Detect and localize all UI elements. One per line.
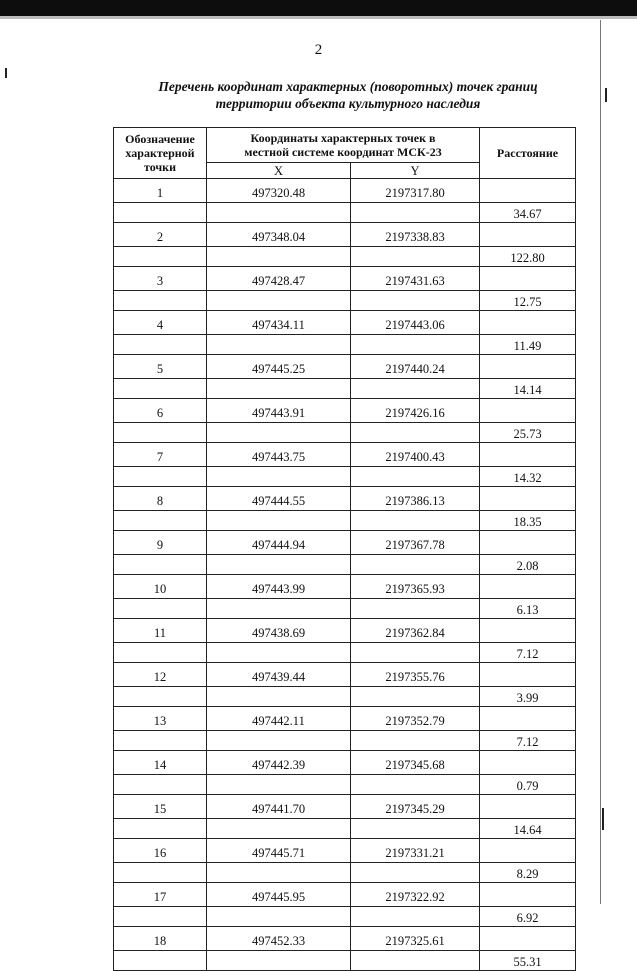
empty-cell <box>351 643 480 663</box>
y-coordinate: 2197440.24 <box>351 355 480 379</box>
point-number: 15 <box>114 795 207 819</box>
segment-row <box>114 555 576 575</box>
point-row <box>114 179 576 203</box>
empty-cell <box>114 379 207 399</box>
segment-distance: 14.32 <box>480 467 576 487</box>
header-coords-line-1: Координаты характерных точек в <box>250 131 436 145</box>
x-coordinate: 497452.33 <box>207 927 351 951</box>
point-row <box>114 355 576 379</box>
x-coordinate: 497445.71 <box>207 839 351 863</box>
empty-cell <box>351 247 480 267</box>
empty-cell <box>351 951 480 971</box>
distance-empty-cell <box>480 223 576 247</box>
distance-empty-cell <box>480 883 576 907</box>
x-coordinate: 497439.44 <box>207 663 351 687</box>
segment-distance: 2.08 <box>480 555 576 575</box>
x-coordinate: 497445.25 <box>207 355 351 379</box>
y-coordinate: 2197386.13 <box>351 487 480 511</box>
segment-row <box>114 291 576 311</box>
empty-cell <box>114 599 207 619</box>
header-distance: Расстояние <box>480 128 576 179</box>
distance-empty-cell <box>480 663 576 687</box>
empty-cell <box>114 863 207 883</box>
segment-row <box>114 203 576 223</box>
point-row <box>114 267 576 291</box>
header-coords-line-2: местной системе координат МСК-23 <box>244 145 442 159</box>
empty-cell <box>207 863 351 883</box>
point-number: 8 <box>114 487 207 511</box>
empty-cell <box>351 819 480 839</box>
empty-cell <box>207 423 351 443</box>
empty-cell <box>114 687 207 707</box>
segment-row <box>114 775 576 795</box>
y-coordinate: 2197443.06 <box>351 311 480 335</box>
y-coordinate: 2197400.43 <box>351 443 480 467</box>
segment-row <box>114 423 576 443</box>
y-coordinate: 2197365.93 <box>351 575 480 599</box>
header-point-designation <box>114 128 207 179</box>
empty-cell <box>114 291 207 311</box>
empty-cell <box>114 819 207 839</box>
empty-cell <box>114 643 207 663</box>
empty-cell <box>351 379 480 399</box>
segment-distance: 55.31 <box>480 951 576 971</box>
distance-empty-cell <box>480 487 576 511</box>
empty-cell <box>351 291 480 311</box>
distance-empty-cell <box>480 707 576 731</box>
empty-cell <box>114 555 207 575</box>
empty-cell <box>207 247 351 267</box>
scan-top-edge <box>0 16 637 19</box>
x-coordinate: 497443.99 <box>207 575 351 599</box>
x-coordinate: 497444.55 <box>207 487 351 511</box>
point-number: 3 <box>114 267 207 291</box>
empty-cell <box>207 775 351 795</box>
segment-row <box>114 687 576 707</box>
y-coordinate: 2197345.29 <box>351 795 480 819</box>
segment-distance: 6.92 <box>480 907 576 927</box>
empty-cell <box>351 731 480 751</box>
empty-cell <box>114 511 207 531</box>
y-coordinate: 2197355.76 <box>351 663 480 687</box>
scan-right-edge <box>600 20 601 904</box>
point-row <box>114 619 576 643</box>
empty-cell <box>351 599 480 619</box>
y-coordinate: 2197426.16 <box>351 399 480 423</box>
point-number: 5 <box>114 355 207 379</box>
x-coordinate: 497320.48 <box>207 179 351 203</box>
distance-empty-cell <box>480 443 576 467</box>
y-coordinate: 2197352.79 <box>351 707 480 731</box>
x-coordinate: 497444.94 <box>207 531 351 555</box>
header-point-line-1: Обозначение <box>125 132 195 146</box>
distance-empty-cell <box>480 927 576 951</box>
segment-distance: 7.12 <box>480 731 576 751</box>
empty-cell <box>114 731 207 751</box>
empty-cell <box>207 907 351 927</box>
coordinates-body <box>114 179 576 971</box>
point-number: 14 <box>114 751 207 775</box>
empty-cell <box>207 951 351 971</box>
point-number: 10 <box>114 575 207 599</box>
empty-cell <box>351 423 480 443</box>
segment-row <box>114 731 576 751</box>
y-coordinate: 2197325.61 <box>351 927 480 951</box>
scan-mark-right-top <box>605 88 607 102</box>
x-coordinate: 497442.11 <box>207 707 351 731</box>
empty-cell <box>351 907 480 927</box>
empty-cell <box>207 643 351 663</box>
empty-cell <box>207 291 351 311</box>
y-coordinate: 2197345.68 <box>351 751 480 775</box>
point-number: 2 <box>114 223 207 247</box>
point-row <box>114 927 576 951</box>
empty-cell <box>114 907 207 927</box>
empty-cell <box>351 555 480 575</box>
segment-distance: 8.29 <box>480 863 576 883</box>
point-row <box>114 223 576 247</box>
segment-row <box>114 467 576 487</box>
empty-cell <box>207 731 351 751</box>
distance-empty-cell <box>480 795 576 819</box>
segment-distance: 6.13 <box>480 599 576 619</box>
title-line-2: территории объекта культурного наследия <box>215 96 481 111</box>
header-point-line-3: точки <box>143 160 177 174</box>
header-y: Y <box>351 163 480 179</box>
point-number: 12 <box>114 663 207 687</box>
distance-empty-cell <box>480 267 576 291</box>
segment-distance: 25.73 <box>480 423 576 443</box>
scan-mark-right-bottom <box>602 808 604 830</box>
empty-cell <box>114 423 207 443</box>
segment-row <box>114 379 576 399</box>
segment-distance: 14.64 <box>480 819 576 839</box>
empty-cell <box>114 467 207 487</box>
empty-cell <box>114 203 207 223</box>
segment-row <box>114 951 576 971</box>
y-coordinate: 2197431.63 <box>351 267 480 291</box>
distance-empty-cell <box>480 399 576 423</box>
point-number: 13 <box>114 707 207 731</box>
empty-cell <box>207 379 351 399</box>
point-number: 18 <box>114 927 207 951</box>
point-row <box>114 707 576 731</box>
segment-distance: 12.75 <box>480 291 576 311</box>
point-number: 4 <box>114 311 207 335</box>
coordinates-table <box>113 127 576 971</box>
segment-row <box>114 599 576 619</box>
segment-row <box>114 511 576 531</box>
empty-cell <box>114 247 207 267</box>
y-coordinate: 2197362.84 <box>351 619 480 643</box>
distance-empty-cell <box>480 179 576 203</box>
segment-distance: 7.12 <box>480 643 576 663</box>
empty-cell <box>351 335 480 355</box>
segment-distance: 34.67 <box>480 203 576 223</box>
segment-row <box>114 907 576 927</box>
point-row <box>114 575 576 599</box>
header-x: X <box>207 163 351 179</box>
point-row <box>114 443 576 467</box>
scan-mark-left <box>5 68 7 78</box>
x-coordinate: 497442.39 <box>207 751 351 775</box>
segment-row <box>114 335 576 355</box>
point-row <box>114 839 576 863</box>
empty-cell <box>207 555 351 575</box>
segment-distance: 0.79 <box>480 775 576 795</box>
segment-distance: 3.99 <box>480 687 576 707</box>
distance-empty-cell <box>480 751 576 775</box>
x-coordinate: 497348.04 <box>207 223 351 247</box>
point-row <box>114 399 576 423</box>
empty-cell <box>207 599 351 619</box>
empty-cell <box>351 775 480 795</box>
segment-row <box>114 247 576 267</box>
y-coordinate: 2197338.83 <box>351 223 480 247</box>
empty-cell <box>114 335 207 355</box>
point-number: 16 <box>114 839 207 863</box>
empty-cell <box>207 511 351 531</box>
distance-empty-cell <box>480 575 576 599</box>
distance-empty-cell <box>480 619 576 643</box>
title-line-1: Перечень координат характерных (поворотных) точек границ <box>158 79 538 94</box>
x-coordinate: 497443.75 <box>207 443 351 467</box>
distance-empty-cell <box>480 839 576 863</box>
point-number: 7 <box>114 443 207 467</box>
segment-row <box>114 819 576 839</box>
segment-distance: 122.80 <box>480 247 576 267</box>
y-coordinate: 2197331.21 <box>351 839 480 863</box>
empty-cell <box>207 335 351 355</box>
point-number: 1 <box>114 179 207 203</box>
point-row <box>114 883 576 907</box>
empty-cell <box>351 203 480 223</box>
point-row <box>114 487 576 511</box>
header-coordinates <box>207 128 480 163</box>
x-coordinate: 497441.70 <box>207 795 351 819</box>
segment-distance: 11.49 <box>480 335 576 355</box>
distance-empty-cell <box>480 311 576 335</box>
x-coordinate: 497434.11 <box>207 311 351 335</box>
empty-cell <box>207 819 351 839</box>
empty-cell <box>114 951 207 971</box>
segment-distance: 14.14 <box>480 379 576 399</box>
segment-row <box>114 643 576 663</box>
x-coordinate: 497438.69 <box>207 619 351 643</box>
empty-cell <box>351 863 480 883</box>
segment-distance: 18.35 <box>480 511 576 531</box>
x-coordinate: 497428.47 <box>207 267 351 291</box>
point-number: 17 <box>114 883 207 907</box>
segment-row <box>114 863 576 883</box>
point-row <box>114 751 576 775</box>
x-coordinate: 497443.91 <box>207 399 351 423</box>
empty-cell <box>207 467 351 487</box>
header-point-line-2: характерной <box>125 146 195 160</box>
point-number: 9 <box>114 531 207 555</box>
distance-empty-cell <box>480 531 576 555</box>
point-row <box>114 663 576 687</box>
point-row <box>114 795 576 819</box>
point-row <box>114 311 576 335</box>
empty-cell <box>351 687 480 707</box>
point-number: 11 <box>114 619 207 643</box>
empty-cell <box>114 775 207 795</box>
document-title <box>118 78 578 112</box>
empty-cell <box>207 203 351 223</box>
x-coordinate: 497445.95 <box>207 883 351 907</box>
empty-cell <box>351 511 480 531</box>
page-number: 2 <box>314 42 323 58</box>
point-row <box>114 531 576 555</box>
y-coordinate: 2197367.78 <box>351 531 480 555</box>
empty-cell <box>351 467 480 487</box>
point-number: 6 <box>114 399 207 423</box>
y-coordinate: 2197317.80 <box>351 179 480 203</box>
distance-empty-cell <box>480 355 576 379</box>
y-coordinate: 2197322.92 <box>351 883 480 907</box>
empty-cell <box>207 687 351 707</box>
